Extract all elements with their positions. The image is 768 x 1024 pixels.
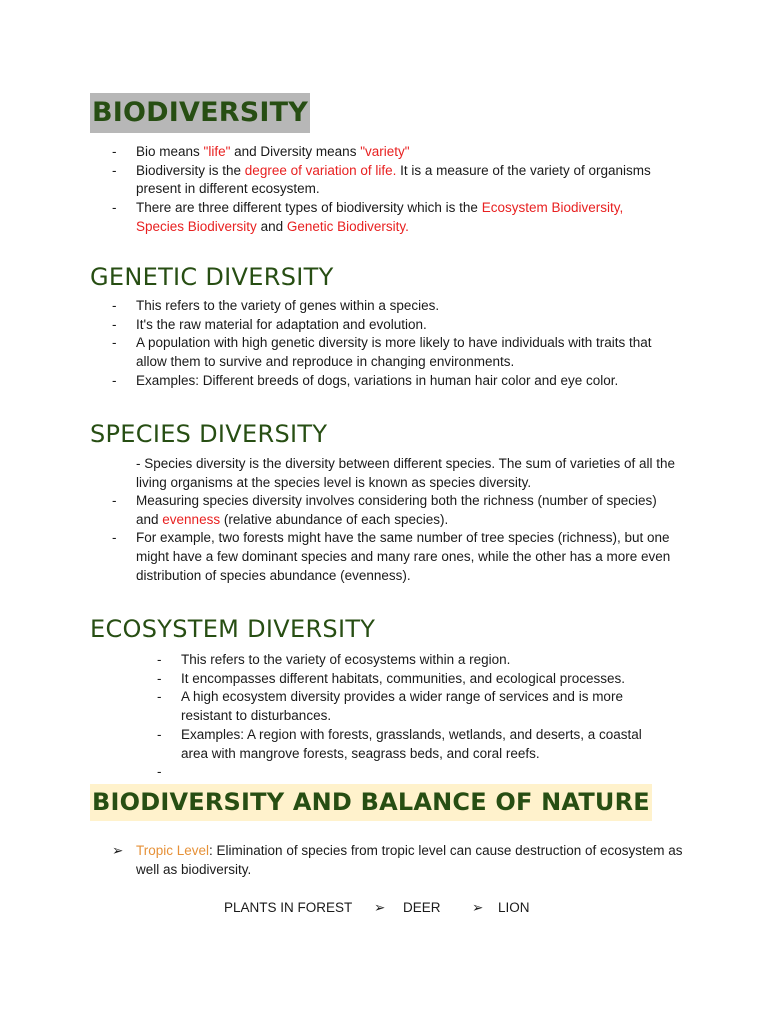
balance-of-nature-heading: BIODIVERSITY AND BALANCE OF NATURE [90, 784, 652, 821]
list-item: - Bio means "life" and Diversity means "variety" [112, 144, 410, 159]
list-item: - This refers to the variety of ecosystems within a region. [157, 652, 511, 667]
genetic-diversity-heading: GENETIC DIVERSITY [90, 263, 334, 291]
list-item: - This refers to the variety of genes within a species. [112, 298, 440, 313]
list-item: - For example, two forests might have the same number of tree species (richness), but one might have a few dominant species and many rare ones, while the other has a more even distribution of species abundance (evenness). [112, 530, 671, 583]
list-item: - It encompasses different habitats, communities, and ecological processes. [157, 670, 625, 686]
list-item: - Biodiversity is the degree of variation of life. It is a measure of the variety of organisms present in different ecosystem. [112, 162, 651, 197]
food-chain-deer: DEER [403, 900, 441, 915]
food-chain-plants: PLANTS IN FOREST [224, 900, 353, 915]
list-item: - A high ecosystem diversity provides a wider range of services and is more resistant to disturbances. [157, 689, 623, 724]
list-item: - Examples: Different breeds of dogs, variations in human hair color and eye color. [112, 372, 619, 388]
ecosystem-diversity-heading: ECOSYSTEM DIVERSITY [90, 615, 376, 643]
species-diversity-heading: SPECIES DIVERSITY [90, 420, 328, 448]
list-item: - Measuring species diversity involves considering both the richness (number of species) and evenness (relative abundance of each species). [112, 493, 657, 527]
list-item: - There are three different types of biodiversity which is the Ecosystem Biodiversity, Species Biodiversity and Genetic Biodiversity. [112, 200, 624, 234]
species-list [112, 492, 681, 586]
list-item: - It's the raw material for adaptation and evolution. [112, 316, 427, 332]
tropic-level-item: ➢ Tropic Level: Elimination of species from tropic level can cause destruction of ecosystem as well as biodiversity. [112, 843, 683, 877]
page-title: BIODIVERSITY [90, 93, 310, 133]
arrow-right-icon: ➢ [374, 900, 386, 915]
intro-list [112, 143, 672, 237]
list-item: - Examples: A region with forests, grasslands, wetlands, and deserts, a coastal area with mangrove forests, seagrass beds, and coral reefs. [157, 726, 642, 761]
food-chain-lion: LION [498, 900, 530, 915]
genetic-list [112, 297, 672, 391]
species-intro-text: - Species diversity is the diversity between different species. The sum of varieties of all the living organisms at the species level is known as species diversity. [136, 456, 676, 490]
arrow-bullet-icon: ➢ [112, 843, 124, 858]
list-item: - A population with high genetic diversity is more likely to have individuals with traits that allow them to survive and reproduce in changing environments. [112, 335, 652, 370]
ecosystem-list: - This refers to the variety of ecosystems within a region. - It encompasses different habitats, communities, and ecological processes. - A high ecosystem diversity provides a wider range of services and is more resistant to disturbances. - Examples: A region with forests, grasslands, wetlands, and deserts, a coastal area with mangrove forests, seagrass beds, and coral reefs. - [157, 651, 667, 763]
tropic-level-term: Tropic Level [136, 843, 210, 858]
arrow-right-icon: ➢ [472, 900, 484, 915]
